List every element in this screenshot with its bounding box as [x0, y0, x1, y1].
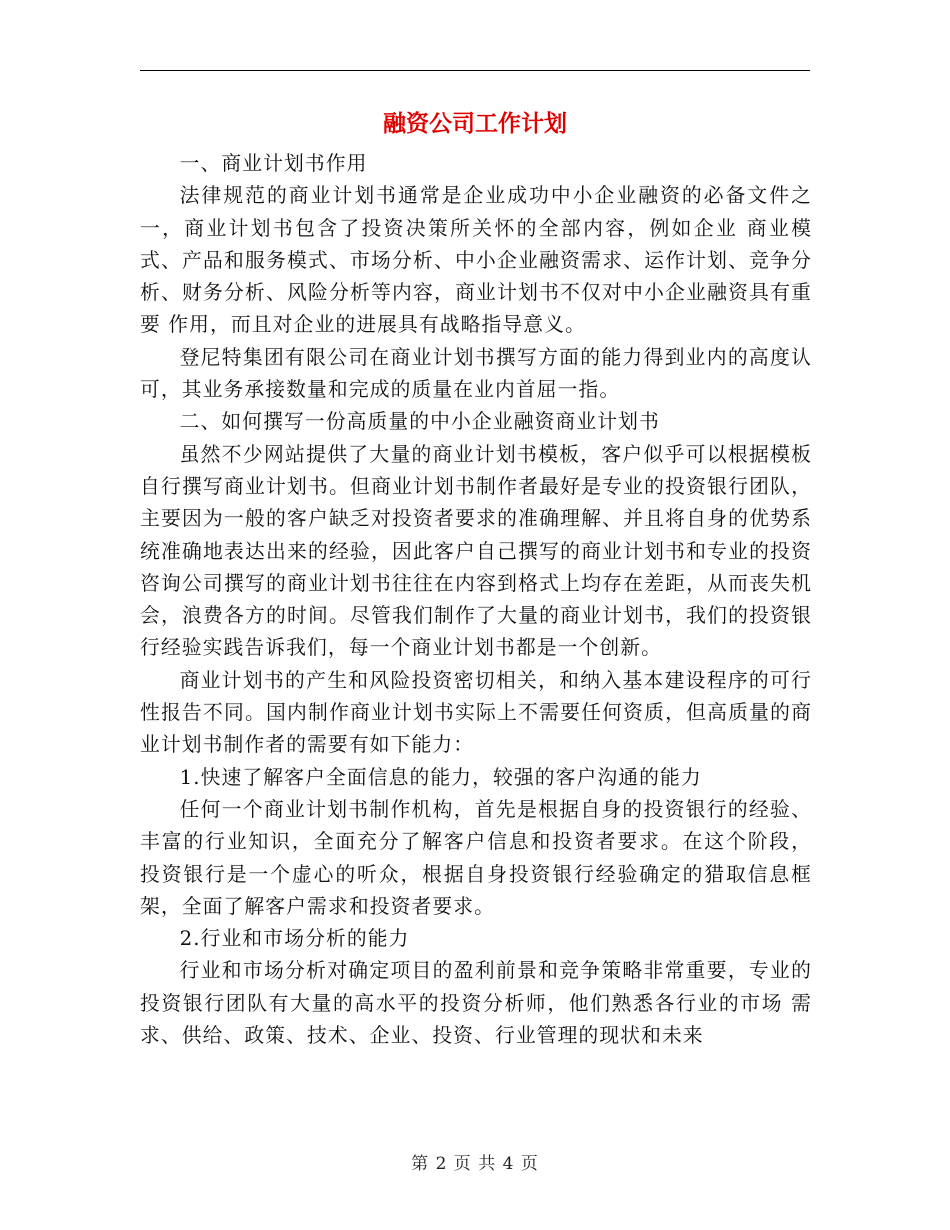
- paragraph: 任何一个商业计划书制作机构，首先是根据自身的投资银行的经验、丰富的行业知识，全面充分了解客户信息和投资者要求。在这个阶段， 投资银行是一个虚心的听众，根据自身投资银行经验确定的猎取信息框架，全面了解客户需求和投资者要求。: [140, 797, 812, 918]
- page-number: 第 2 页 共 4 页: [411, 1154, 539, 1174]
- paragraph: 商业计划书的产生和风险投资密切相关，和纳入基本建设程序的可行性报告不同。国内制作商业计划书实际上不需要任何资质，但高质量的商业计划书制作者的需要有如下能力：: [140, 668, 812, 757]
- subheading-1: 1.快速了解客户全面信息的能力，较强的客户沟通的能力: [179, 765, 702, 789]
- paragraph: 虽然不少网站提供了大量的商业计划书模板，客户似乎可以根据模板自行撰写商业计划书。但商业计划书制作者最好是专业的投资银行团队， 主要因为一般的客户缺乏对投资者要求的准确理解、并且将自身的优势系统准确地表达出来的经验，因此客户自己撰写的商业计划书和专业的投资咨询公司撰写的商业计划书往往在内容到格式上均存在差距，从而丧失机会，浪费各方的时间。尽管我们制作了大量的商业计划书，我们的投资银行经验实践告诉我们，每一个商业计划书都是一个创新。: [140, 442, 812, 660]
- paragraph: 行业和市场分析对确定项目的盈利前景和竞争策略非常重要，专业的投资银行团队有大量的高水平的投资分析师，他们熟悉各行业的市场 需求、供给、政策、技术、企业、投资、行业管理的现状和未来: [140, 959, 812, 1048]
- paragraph: 登尼特集团有限公司在商业计划书撰写方面的能力得到业内的高度认可，其业务承接数量和完成的质量在业内首屈一指。: [140, 345, 812, 402]
- section-heading-2: 二、如何撰写一份高质量的中小企业融资商业计划书: [179, 410, 660, 434]
- paragraph: 法律规范的商业计划书通常是企业成功中小企业融资的必备文件之一，商业计划书包含了投资决策所关怀的全部内容，例如企业 商业模式、产品和服务模式、市场分析、中小企业融资需求、运作计划、竞争分析、财务分析、风险分析等内容，商业计划书不仅对中小企业融资具有重要 作用，而且对企业的进展具有战略指导意义。: [140, 184, 812, 337]
- document-title: 融资公司工作计划: [383, 111, 567, 137]
- section-heading-1: 一、商业计划书作用: [179, 152, 368, 175]
- document-body: [140, 148, 812, 1052]
- header-rule: [140, 70, 810, 71]
- subheading-2: 2.行业和市场分析的能力: [179, 927, 410, 951]
